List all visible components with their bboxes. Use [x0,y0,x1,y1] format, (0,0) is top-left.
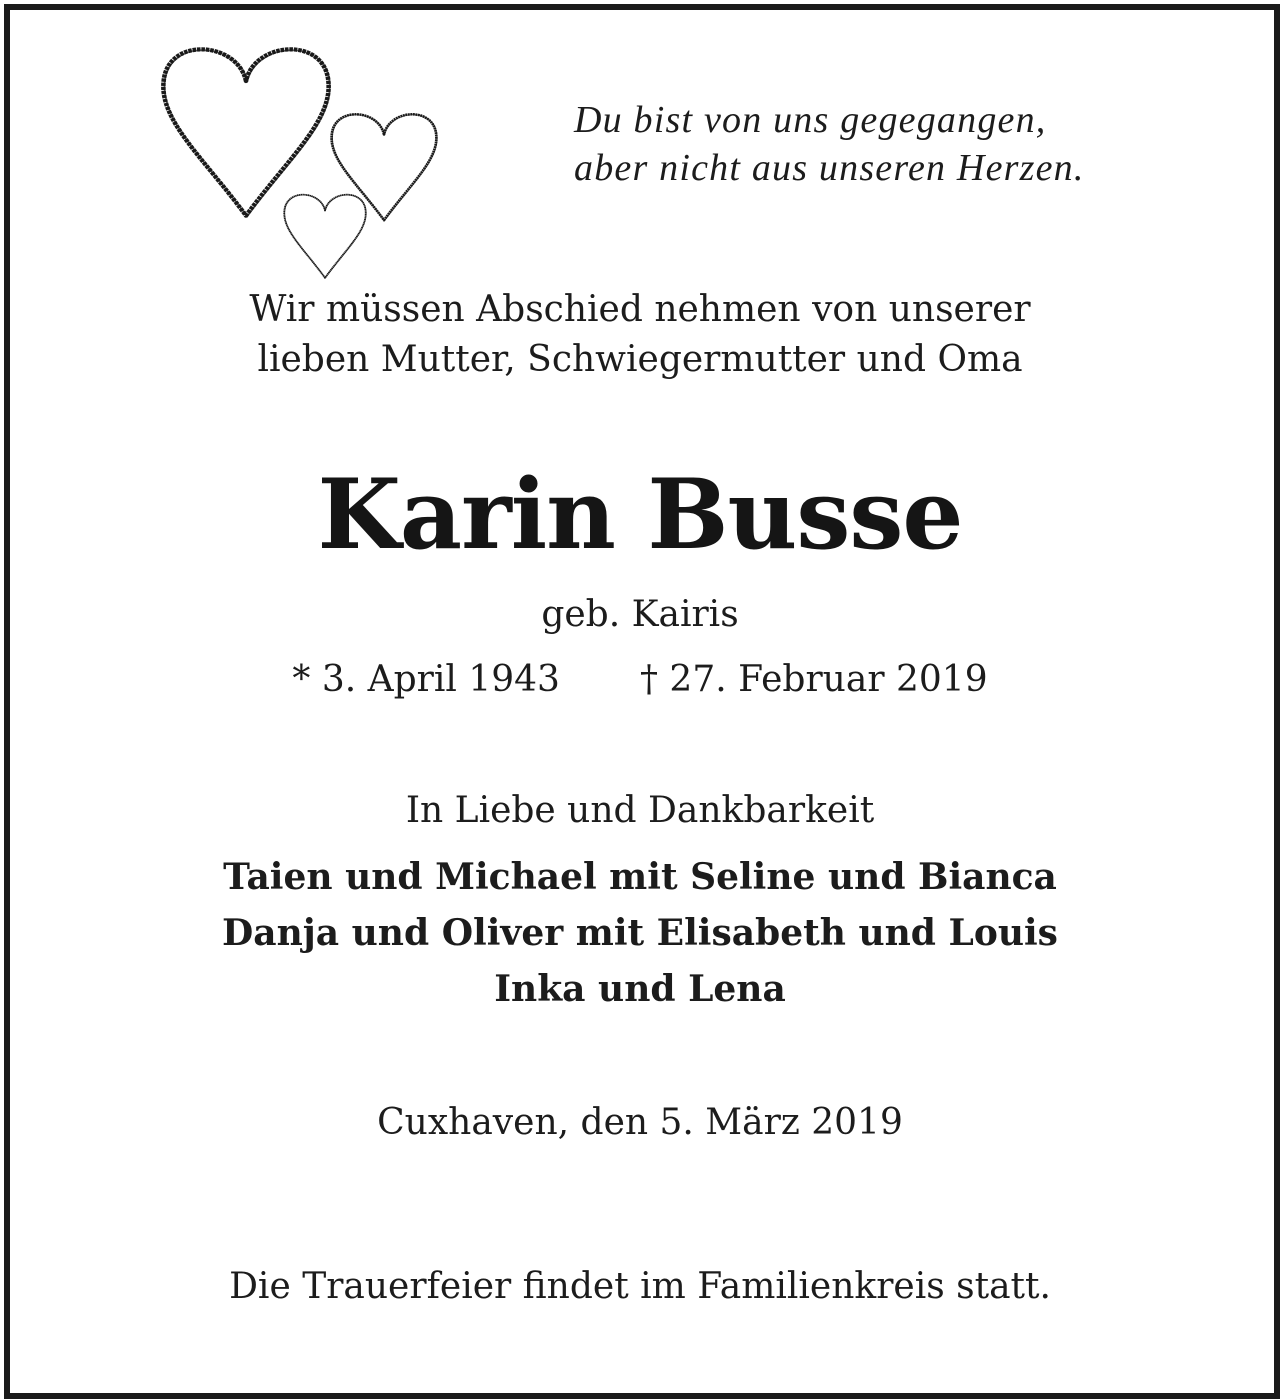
mourner-line: Inka und Lena [494,968,786,1010]
deceased-name: Karin Busse [317,458,963,571]
mourner-line: Taien und Michael mit Seline und Bianca [223,856,1057,898]
medium-heart-icon [332,114,437,220]
birth-date: * 3. April 1943 [292,659,560,700]
birth-name: geb. Kairis [541,594,739,635]
intro-line-1: Wir müssen Abschied nehmen von unserer [249,289,1031,330]
intro-line-2: lieben Mutter, Schwiegermutter und Oma [257,339,1023,380]
mourner-line: Danja und Oliver mit Elisabeth und Louis [222,912,1058,954]
funeral-note: Die Trauerfeier findet im Familienkreis statt. [229,1266,1051,1307]
mourners-list [0,849,1280,1017]
death-date: † 27. Februar 2019 [639,659,988,700]
large-heart-icon [163,49,329,216]
place-and-date: Cuxhaven, den 5. März 2019 [377,1102,903,1143]
memorial-poem [574,96,1254,192]
mourners-intro: In Liebe und Dankbarkeit [405,790,875,831]
small-heart-icon [284,195,366,279]
farewell-intro [0,285,1280,385]
poem-line-2: aber nicht aus unseren Herzen. [574,147,1085,189]
life-dates [0,655,1280,705]
three-hearts-icon [150,44,450,279]
poem-line-1: Du bist von uns gegegangen, [574,99,1047,141]
